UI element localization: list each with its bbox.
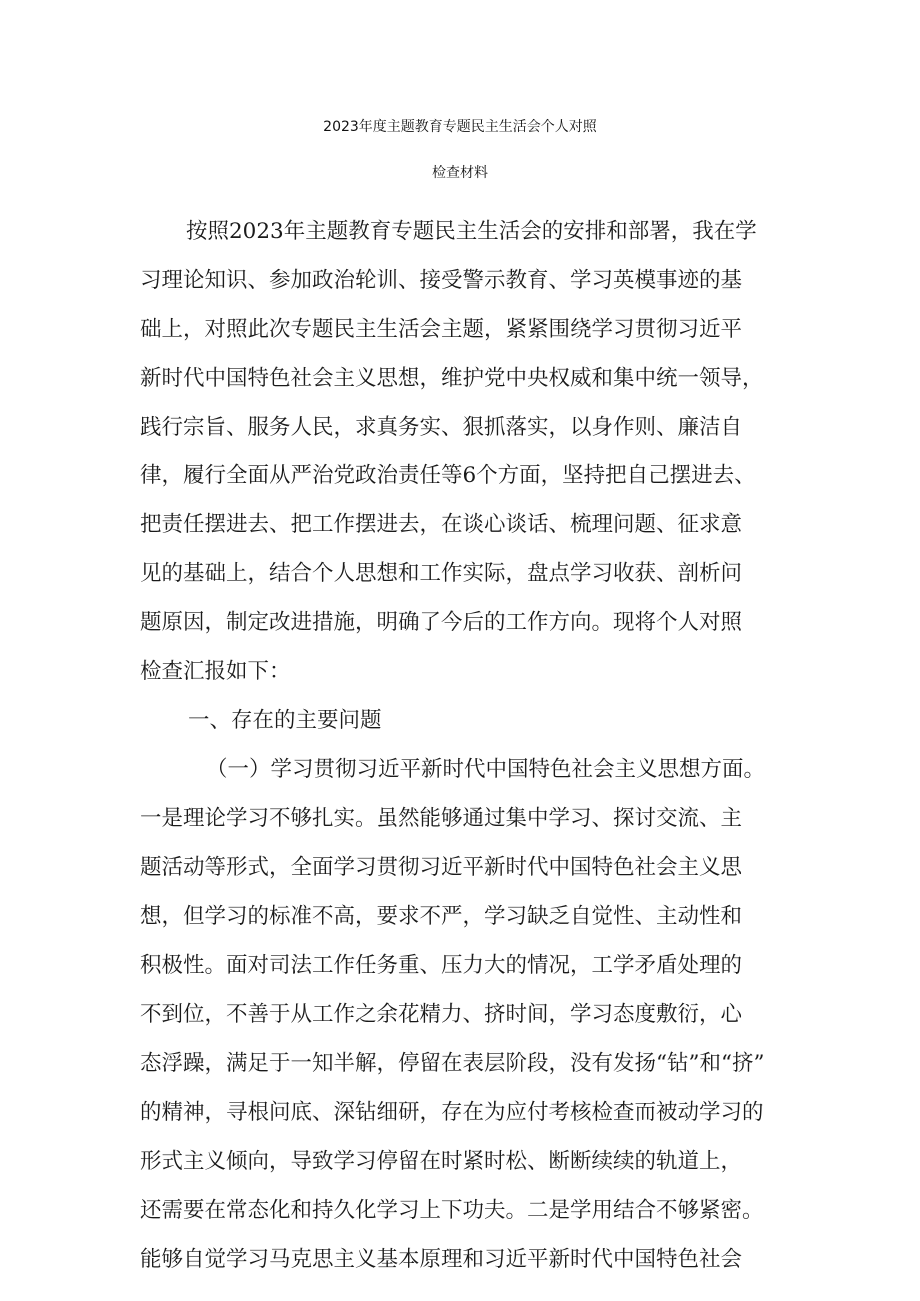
paragraph-line: 形式主义倾向，导致学习停留在时紧时松、断断续续的轨道上， bbox=[140, 1149, 743, 1174]
paragraph-line: 按照2023年主题教育专题民主生活会的安排和部署，我在学 bbox=[186, 219, 757, 244]
document-title-line1: 2023年度主题教育专题民主生活会个人对照 bbox=[323, 119, 597, 135]
paragraph-line: 能够自觉学习马克思主义基本原理和习近平新时代中国特色社会 bbox=[140, 1247, 743, 1272]
paragraph-line: 础上，对照此次专题民主生活会主题，紧紧围绕学习贯彻习近平 bbox=[140, 317, 743, 342]
paragraph-line: 题原因，制定改进措施，明确了今后的工作方向。现将个人对照 bbox=[140, 610, 743, 635]
paragraph-line: 积极性。面对司法工作任务重、压力大的情况，工学矛盾处理的 bbox=[140, 953, 743, 978]
paragraph-line: 不到位，不善于从工作之余花精力、挤时间，学习态度敷衍，心 bbox=[140, 1002, 743, 1027]
paragraph-line: 践行宗旨、服务人民，求真务实、狠抓落实，以身作则、廉洁自 bbox=[140, 415, 743, 440]
document-title-line2: 检查材料 bbox=[432, 165, 488, 181]
paragraph-line: 的精神，寻根问底、深钻细研，存在为应付考核检查而被动学习的 bbox=[140, 1100, 764, 1125]
paragraph-line: 态浮躁，满足于一知半解，停留在表层阶段，没有发扬“钻”和“挤” bbox=[140, 1051, 765, 1076]
paragraph-line: 习理论知识、参加政治轮训、接受警示教育、学习英模事迹的基 bbox=[140, 268, 743, 293]
paragraph-line: 把责任摆进去、把工作摆进去，在谈心谈话、梳理问题、征求意 bbox=[140, 512, 743, 537]
paragraph-line: 想，但学习的标准不高，要求不严，学习缺乏自觉性、主动性和 bbox=[140, 904, 743, 929]
paragraph-line: 见的基础上，结合个人思想和工作实际，盘点学习收获、剖析问 bbox=[140, 561, 743, 586]
paragraph-line: 律，履行全面从严治党政治责任等6个方面，坚持把自己摆进去、 bbox=[140, 463, 756, 488]
paragraph-line: 新时代中国特色社会主义思想，维护党中央权威和集中统一领导， bbox=[140, 366, 764, 391]
paragraph-line: 检查汇报如下： bbox=[140, 659, 291, 684]
paragraph-line: 题活动等形式，全面学习贯彻习近平新时代中国特色社会主义思 bbox=[140, 855, 743, 880]
paragraph-line: 还需要在常态化和持久化学习上下功夫。二是学用结合不够紧密。 bbox=[140, 1198, 764, 1223]
paragraph-line: 一是理论学习不够扎实。虽然能够通过集中学习、探讨交流、主 bbox=[140, 806, 743, 831]
subsection-heading: （一）学习贯彻习近平新时代中国特色社会主义思想方面。 bbox=[206, 757, 766, 782]
section-heading: 一、存在的主要问题 bbox=[188, 708, 382, 733]
